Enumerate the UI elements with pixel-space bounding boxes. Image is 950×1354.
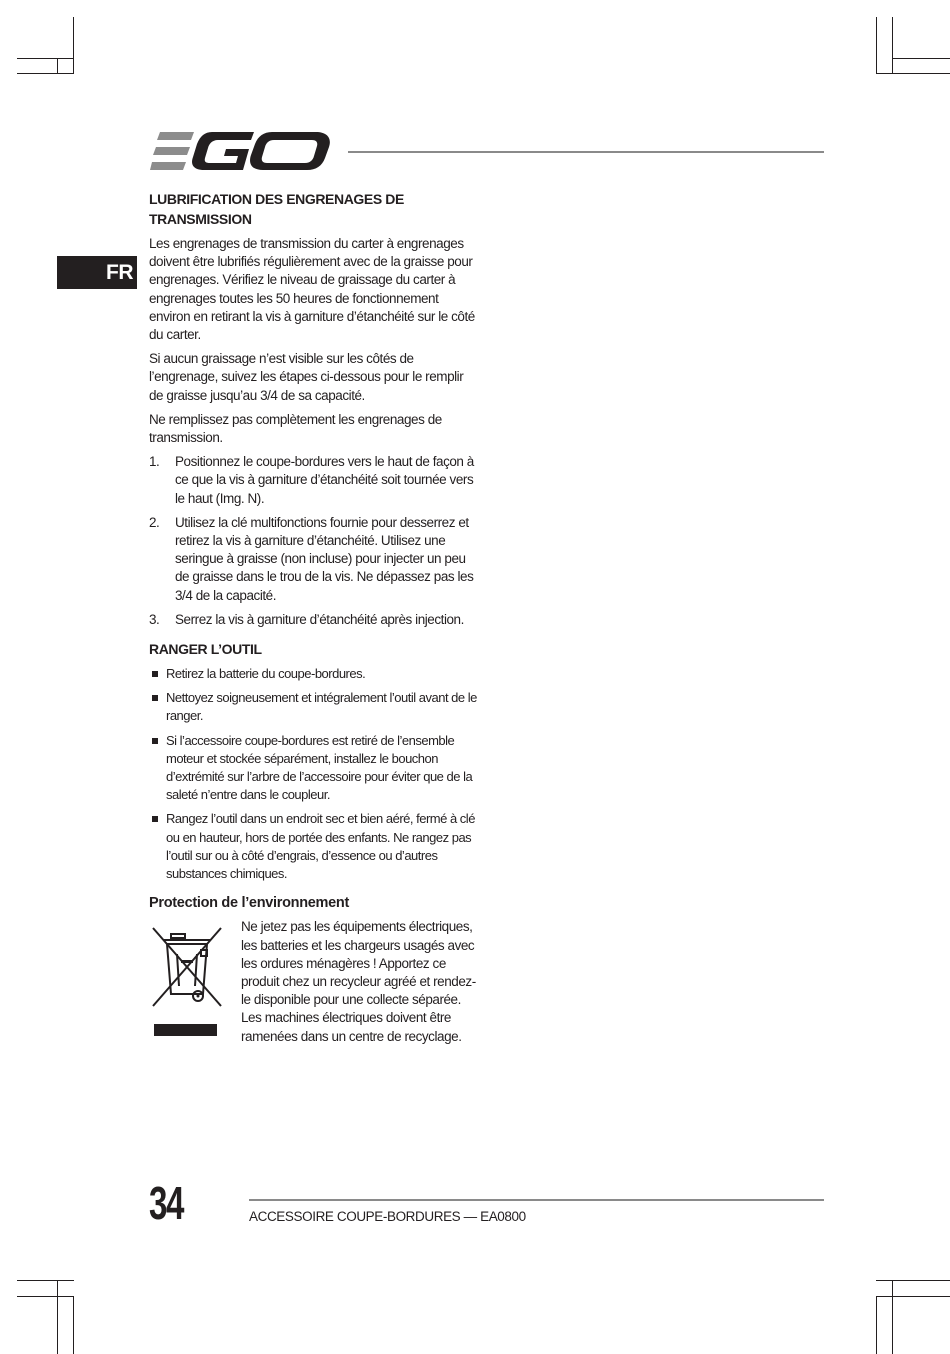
list-item	[149, 611, 479, 629]
main-content	[149, 189, 479, 1046]
square-bullet-icon	[152, 738, 158, 744]
list-item	[149, 453, 479, 508]
storage-list	[149, 665, 479, 883]
bullet-text: Nettoyez soigneusement et intégralement l’outil avant de le ranger.	[166, 690, 477, 724]
steps-list	[149, 453, 479, 629]
list-item	[149, 732, 479, 805]
footer-rule	[249, 1199, 824, 1201]
list-item	[149, 665, 479, 683]
list-item	[149, 810, 479, 883]
paragraph: Ne jetez pas les équipements électriques, les batteries et les chargeurs usagés avec les ordures ménagères ! Apportez ce produit chez un recycleur agréé et rendez-le disponible pour une collecte séparée. Les machines électriques doivent être ramenées dans un centre de recyclage.	[241, 919, 476, 1044]
section-title-lubrication: LUBRIFICATION DES ENGRENAGES DE TRANSMISSION	[149, 191, 404, 227]
bullet-text: Si l’accessoire coupe-bordures est retiré de l’ensemble moteur et stockée séparément, installez le bouchon d’extrémité sur l’arbre de l’accessoire pour éviter que de la saleté n’entre dans le coupleur.	[166, 732, 473, 803]
environment-block	[149, 918, 479, 1045]
environment-text-wrapper	[241, 918, 479, 1045]
step-number: 1.	[149, 454, 160, 470]
section-title-environment: Protection de l’environnement	[149, 895, 349, 912]
step-text: Serrez la vis à garniture d’étanchéité après injection.	[175, 611, 464, 627]
paragraph: Ne remplissez pas complètement les engrenages de transmission.	[149, 411, 442, 446]
weee-crossed-bin-icon	[149, 918, 241, 1045]
bullet-text: Retirez la batterie du coupe-bordures.	[166, 666, 366, 682]
step-number: 2.	[149, 514, 160, 530]
square-bullet-icon	[152, 671, 158, 677]
step-text: Utilisez la clé multifonctions fournie pour desserrez et retirez la vis à garniture d’étanchéité. Utilisez une seringue à graisse (non incluse) pour injecter un peu de graisse dans le trou de la vis. Ne dépassez pas les 3/4 de la capacité.	[175, 514, 474, 603]
paragraph: Les engrenages de transmission du carter à engrenages doivent être lubrifiés régulièrement avec de la graisse pour engrenages. Vérifiez le niveau de graissage du carter à engrenages toutes les 50 heures de fonctionnement environ en retirant la vis à garniture d’étanchéité sur le côté du carter.	[149, 236, 475, 343]
bullet-text: Rangez l’outil dans un endroit sec et bien aéré, fermé à clé ou en hauteur, hors de portée des enfants. Ne rangez pas l’outil sur ou à côté d’engrais, d’essence ou d’autres substances chimiques.	[166, 811, 475, 882]
language-tab: FR	[57, 256, 137, 289]
footer-title: ACCESSOIRE COUPE-BORDURES — EA0800	[249, 1209, 526, 1224]
step-text: Positionnez le coupe-bordures vers le haut de façon à ce que la vis à garniture d’étanchéité soit tournée vers le haut (Img. N).	[175, 454, 474, 506]
paragraph: Si aucun graissage n’est visible sur les côtés de l’engrenage, suivez les étapes ci-dessous pour le remplir de graisse jusqu’au 3/4 de sa capacité.	[149, 351, 464, 403]
section-title-storage: RANGER L’OUTIL	[149, 641, 262, 658]
page-number: 34	[149, 1177, 183, 1229]
step-number: 3.	[149, 611, 160, 627]
square-bullet-icon	[152, 695, 158, 701]
header-rule	[348, 151, 824, 153]
ego-logo	[150, 130, 332, 172]
square-bullet-icon	[152, 816, 158, 822]
list-item	[149, 689, 479, 725]
list-item	[149, 514, 479, 605]
